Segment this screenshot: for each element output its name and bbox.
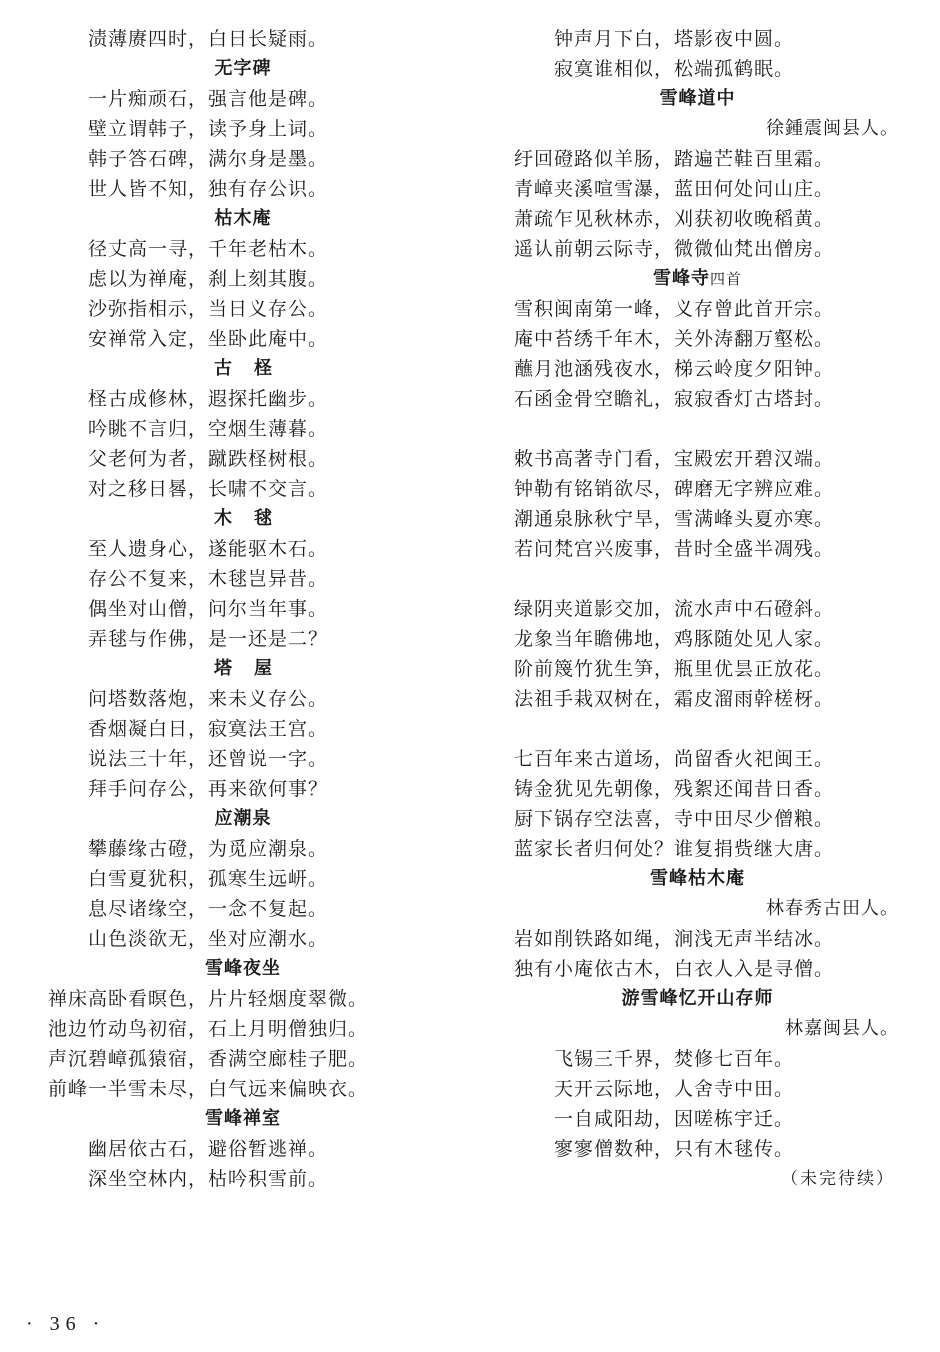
stanza-gap (490, 414, 905, 444)
poem-title: 应潮泉 (214, 808, 272, 829)
poem-title: 无字碑 (214, 58, 272, 79)
poem-line: 寂寞谁相似，松端孤鹤眠。 (554, 58, 795, 80)
poem-line: 前峰一半雪未尽，白气远来偏映衣。 (48, 1078, 369, 1100)
poem-line: 遥认前朝云际寺，微微仙梵出僧房。 (514, 238, 835, 260)
poem-line: 白雪夏犹积，孤寒生远岍。 (88, 868, 329, 890)
poem-line: 雪积闽南第一峰，义存曾此首开宗。 (514, 298, 835, 320)
poem-title: 枯木庵 (214, 208, 272, 229)
poem-title-main: 雪峰寺 (652, 268, 710, 289)
poem-line: 敕书高著寺门看，宝殿宏开碧汉端。 (514, 448, 835, 470)
poem-line: 飞锡三千界，焚修七百年。 (554, 1048, 795, 1070)
poem-title: 雪峰枯木庵 (650, 868, 745, 889)
poem-line: 安禅常入定，坐卧此庵中。 (88, 328, 329, 350)
poem-line: 说法三十年，还曾说一字。 (88, 748, 329, 770)
poem-title: 雪峰道中 (659, 88, 736, 109)
poem-line: 壁立谓韩子，读予身上词。 (88, 118, 329, 140)
author-line: 徐鍾震闽县人。 (766, 118, 899, 139)
poem-line: 寥寥僧数种，只有木毬传。 (554, 1138, 795, 1160)
poem-title (490, 264, 905, 294)
poem-line: 韩子答石碑，满尔身是墨。 (88, 148, 329, 170)
poem-line: 至人遗身心，遂能驱木石。 (88, 538, 329, 560)
poem-line: 独有小庵依古木，白衣人入是寻僧。 (514, 958, 835, 980)
poem-line: 存公不复来，木毬岂异昔。 (88, 568, 329, 590)
poem-line: 天开云际地，人舍寺中田。 (554, 1078, 795, 1100)
stanza-gap (490, 564, 905, 594)
poem-line: 绿阴夹道影交加，流水声中石磴斜。 (514, 598, 835, 620)
poem-line: 幽居依古石，避俗暂逃禅。 (88, 1138, 329, 1160)
poem-line: 潮通泉脉秋宁旱，雪满峰头夏亦寒。 (514, 508, 835, 530)
poem-line: 世人皆不知，独有存公识。 (88, 178, 329, 200)
poem-line: 厨下锅存空法喜，寺中田尽少僧粮。 (514, 808, 835, 830)
poem-line: 偶坐对山僧，问尔当年事。 (88, 598, 329, 620)
poem-line: 柽古成修林，遐探托幽步。 (88, 388, 329, 410)
poem-title: 塔屋 (214, 658, 294, 679)
poem-line: 石函金骨空瞻礼，寂寂香灯古塔封。 (514, 388, 835, 410)
poem-line: 岩如削铁路如绳，涧浅无声半结冰。 (514, 928, 835, 950)
stanza-gap (490, 714, 905, 744)
poem-line: 禅床高卧看暝色，片片轻烟度翠微。 (48, 988, 369, 1010)
poem-line: 七百年来古道场，尚留香火祀闽王。 (514, 748, 835, 770)
poem-line: 拜手问存公，再来欲何事？ (88, 778, 329, 800)
poem-line: 弄毬与作佛，是一还是二？ (88, 628, 329, 650)
poem-line: 铸金犹见先朝像，残絮还闻昔日香。 (514, 778, 835, 800)
poem-title: 古柽 (214, 358, 294, 379)
poem-title: 雪峰夜坐 (205, 958, 281, 979)
page-number: · 36 · (26, 1313, 106, 1335)
poem-line: 钟声月下白，塔影夜中圆。 (554, 28, 795, 50)
poem-line: 龙象当年瞻佛地，鸡豚随处见人家。 (514, 628, 835, 650)
poem-line: 深坐空林内，枯吟积雪前。 (88, 1168, 329, 1190)
poem-line: 山色淡欲无，坐对应潮水。 (88, 928, 329, 950)
poem-line: 池边竹动鸟初宿，石上月明僧独归。 (48, 1018, 369, 1040)
poem-title: 木毬 (214, 508, 294, 529)
poem-line: 青嶂夹溪喧雪瀑，蓝田何处问山庄。 (514, 178, 835, 200)
poem-line: 息尽诸缘空，一念不复起。 (88, 898, 329, 920)
author-line: 林嘉闽县人。 (785, 1018, 899, 1039)
poem-line: 一自咸阳劫，因嗟栋宇迁。 (554, 1108, 795, 1130)
left-column (38, 24, 448, 1194)
poem-line: 虑以为禅庵，刹上刻其腹。 (88, 268, 329, 290)
author-line: 林春秀古田人。 (766, 898, 899, 919)
poem-line: 钟勒有铭销欲尽，碑磨无字辨应难。 (514, 478, 835, 500)
poem-line: 法祖手栽双树在，霜皮溜雨幹槎枒。 (514, 688, 835, 710)
poem-line: 阶前篾竹犹生笋，瓶里优昙正放花。 (514, 658, 835, 680)
poem-line: 攀藤缘古磴，为觅应潮泉。 (88, 838, 329, 860)
poem-line: 问塔数落炮，来未义存公。 (88, 688, 329, 710)
poem-title: 游雪峰忆开山存师 (621, 988, 774, 1009)
poem-line: 庵中苔绣千年木，关外涛翻万壑松。 (514, 328, 835, 350)
poem-line: 父老何为者，蹴跌柽树根。 (88, 448, 329, 470)
poem-line: 吟眺不言归，空烟生薄暮。 (88, 418, 329, 440)
page-number-value: 36 (49, 1313, 82, 1335)
poem-line: 声沉碧嶂孤猿宿，香满空廊桂子肥。 (48, 1048, 369, 1070)
poem-line: 径丈高一寻，千年老枯木。 (88, 238, 329, 260)
poem-line: 蓝家长者归何处？谁复捐赀继大唐。 (514, 838, 835, 860)
right-column (490, 24, 905, 1194)
poem-title-sub: 四首 (709, 270, 742, 288)
poem-line: 一片痴顽石，强言他是碑。 (88, 88, 329, 110)
poem-line: 蘸月池涵残夜水，梯云岭度夕阳钟。 (514, 358, 835, 380)
poem-line: 香烟凝白日，寂寞法王宫。 (88, 718, 329, 740)
poem-line: 对之移日晷，长啸不交言。 (88, 478, 329, 500)
poem-title: 雪峰禅室 (205, 1108, 281, 1129)
poem-line: 萧疏乍见秋林赤，刈获初收晚稻黄。 (514, 208, 835, 230)
poem-line: 沙弥指相示，当日义存公。 (88, 298, 329, 320)
poem-line: 纡回磴路似羊肠，踏遍芒鞋百里霜。 (514, 148, 835, 170)
continued-note: （未完待续） (781, 1169, 895, 1189)
poem-line: 若问梵宫兴废事，昔时全盛半凋残。 (514, 538, 835, 560)
poem-line: 渍薄赓四时，白日长疑雨。 (88, 28, 329, 50)
